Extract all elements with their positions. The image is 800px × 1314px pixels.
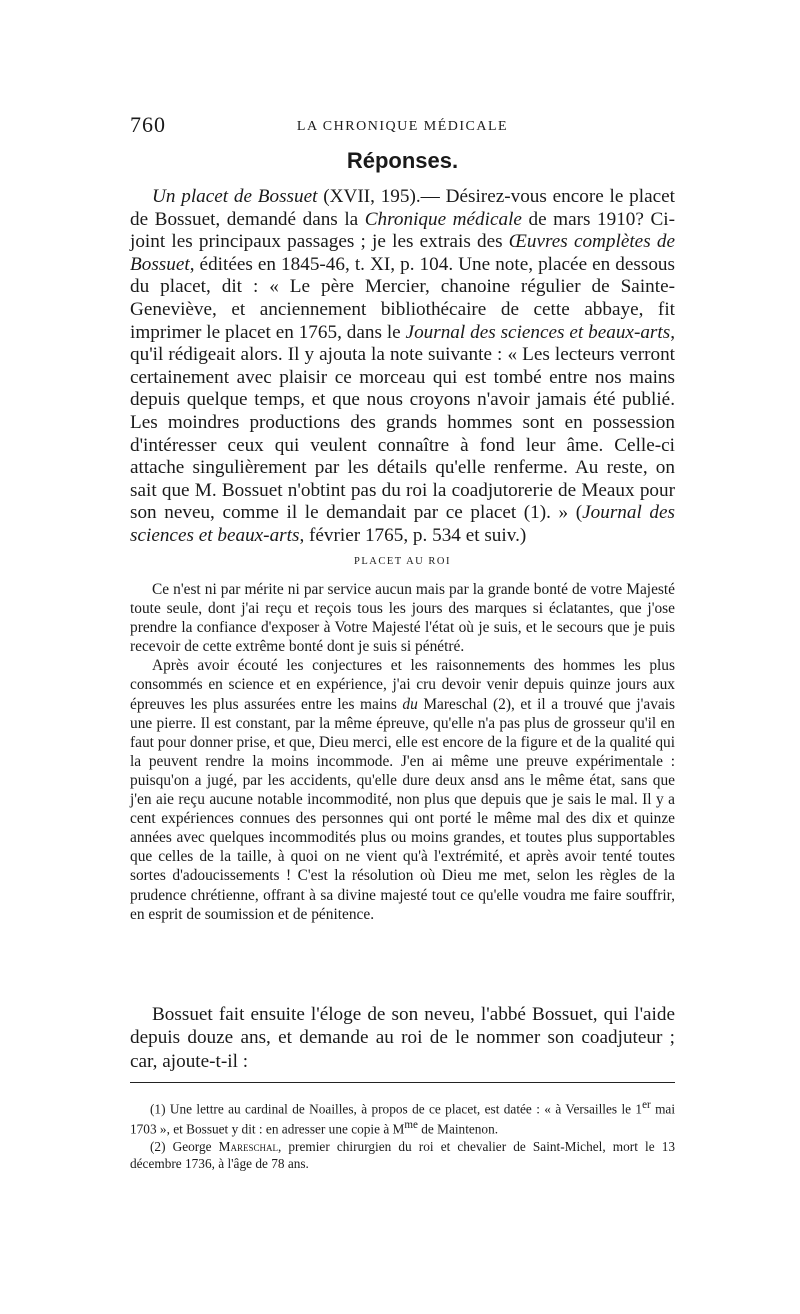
footnote-person-name: Mareschal: [218, 1138, 278, 1154]
placet-paragraph: [130, 656, 675, 923]
running-title: LA CHRONIQUE MÉDICALE: [296, 119, 509, 134]
placet-text-span: Mareschal (2), et il a trouvé que j'avais une pierre. Il est constant, par la même épreuve, qu'elle n'a pas plus de grosseur qu'il en faut pour donner prise, et que, Dieu merci, elle est encore de la figure et de la qualité qui la peuvent rendre la moins incommode. J'en ai même une preuve expérimentale : puisqu'on a jugé, par les accidents, qu'elle dure deux ansd ans le même état, sans que j'en aie reçu aucune notable incommodité, non plus que depuis que je sais le mal. Il y a cent expériences connues des personnes qui ont porté le même mal des dix et quinze années avec quelques incommodités plus ou moins grandes, et toutes plus supportables que celles de la taille, à quoi on ne vient qu'à l'extrémité, et après avoir tenté toutes sortes d'adoucissements ! C'est la résolution où Dieu me met, selon les règles de la prudence chrétienne, offrant à sa divine majesté tout ce qu'elle voudra me faire souffrir, en esprit de soumission et de pénitence.: [130, 695, 676, 923]
intro-text: , éditées en 1845-46, t. XI, p. 104. Une note, placée en dessous du placet, dit : « Le père Mercier, chanoine régulier de Sainte-Geneviève, et anciennement bibliothécaire de cette abbaye, fit imprimer le placet en 1765, dans le: [130, 253, 675, 343]
page-header: [130, 112, 675, 136]
placet-text-span: Après avoir écouté les conjectures et les raisonnements des hommes les plus consommés en science et en expérience, j'ai cru devoir venir depuis quinze jours aux épreuves les plus assurées entre les mains: [130, 657, 675, 713]
footnote-text: mai 1703 », et Bossuet y dit : en adresser une copie à M: [130, 1101, 676, 1137]
footnote-text: (1) Une lettre au cardinal de Noailles, à propos de ce placet, est datée : « à Versailles le 1: [150, 1101, 643, 1117]
journal-title: Journal des sciences et beaux-arts: [405, 321, 671, 343]
footnote-rule: [130, 1082, 675, 1083]
footnote-text: (2) George: [150, 1138, 219, 1154]
journal-citation: Journal des sciences et beaux-arts: [130, 502, 675, 546]
works-title: Œuvres complètes de Bossuet: [130, 231, 675, 275]
placet-paragraph: Ce n'est ni par mérite ni par service aucun mais par la grande bonté de votre Majesté toute seule, dont j'ai reçu et reçois tous les jours des marques si éclatantes, que j'ose prendre la confiance d'exposer à Votre Majesté l'état où je suis, et le secours que je puis recevoir de cette extrême bonté dont je suis si pénétré.: [130, 581, 675, 656]
intro-text: , février 1765, p. 534 et suiv.): [299, 524, 527, 546]
closing-paragraph: Bossuet fait ensuite l'éloge de son neveu, l'abbé Bossuet, qui l'aide depuis douze ans, et demande au roi de le nommer son coadjuteur ; car, ajoute-t-il :: [130, 1004, 675, 1072]
intro-paragraph: [130, 186, 675, 548]
placet-heading: PLACET AU ROI: [354, 556, 451, 567]
footnote-superscript: me: [404, 1119, 418, 1132]
page-number: 760: [130, 112, 166, 137]
journal-name: Chronique médicale: [364, 208, 522, 230]
section-title: Réponses.: [346, 148, 459, 173]
footnote-text: de Maintenon.: [417, 1121, 499, 1137]
footnote-superscript: er: [642, 1099, 651, 1111]
footnote-2: [130, 1138, 675, 1172]
footnote-1: [130, 1097, 675, 1138]
placet-text: [130, 580, 675, 924]
intro-text: , qu'il rédigeait alors. Il y ajouta la note suivante : « Les lecteurs verront certainement avec plaisir ce morceau qui est tombé entre nos mains depuis quelque temps, et que nous croyons n'avoir jamais été publié. Les moindres productions des grands hommes sont en possession d'intéresser ceux qui veulent connaître à fond leur âme. Celle-ci attache singulièrement par les détails qu'elle renferme. Au reste, on sait que M. Bossuet n'obtint pas du roi la coadjutorerie de Meaux pour son neveu, comme il le demandait par ce placet (1). » (: [130, 321, 675, 524]
intro-text: de mars 1910? Ci-joint les principaux passages ; je les extrais des: [130, 208, 675, 253]
topic-reference: (XVII, 195).—: [317, 186, 446, 207]
footnotes: [130, 1097, 675, 1172]
intro-text: Désirez-vous encore le placet de Bossuet, demandé dans la: [130, 186, 675, 230]
placet-italic-word: du: [402, 695, 418, 713]
topic-title: Un placet de Bossuet: [152, 186, 318, 207]
footnote-text: , premier chirurgien du roi et chevalier de Saint-Michel, mort le 13 décembre 1736, à l'âge de 78 ans.: [130, 1138, 676, 1171]
